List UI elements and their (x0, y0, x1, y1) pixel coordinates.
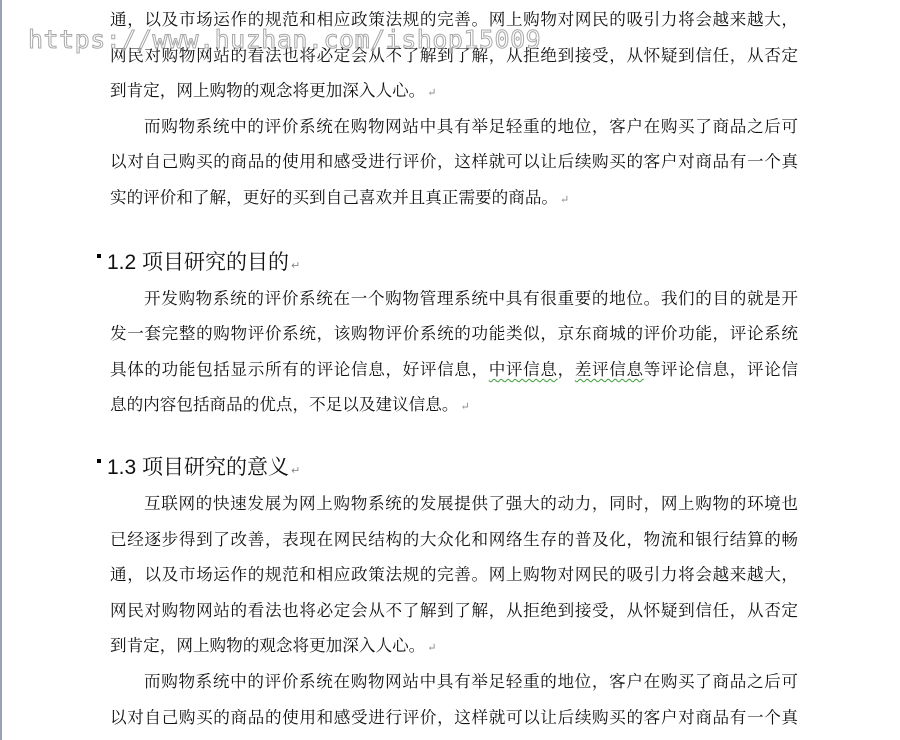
paragraph (110, 2, 798, 109)
text-line: 已经逐步得到了改善，表现在网民结构的大众化和网络生存的普及化，物流和银行结算的畅 (110, 529, 798, 549)
paragraph-mark-icon: ↵ (427, 641, 437, 655)
line-text: 到肯定，网上购物的观念将更加深入人心。 (110, 636, 426, 656)
section-heading-1-2 (107, 245, 798, 281)
paragraph-mark-icon: ↵ (291, 464, 301, 477)
text-line: 开发购物系统的评价系统在一个购物管理系统中具有很重要的地位。我们的目的就是开 (144, 288, 798, 308)
line-text: 等评论信息，评论信 (643, 359, 799, 379)
text-line (110, 387, 798, 423)
paragraph (110, 109, 798, 216)
paragraph (110, 486, 798, 664)
line-text: 息的内容包括商品的优点，不足以及建议信息。 (110, 395, 459, 415)
text-line (110, 628, 798, 664)
line-text: ， (557, 359, 575, 379)
paragraph (110, 664, 798, 735)
paragraph-mark-icon: ↵ (291, 259, 301, 272)
text-line: 发一套完整的购物评价系统，该购物评价系统的功能类似，京东商城的评价功能，评论系统 (110, 324, 798, 344)
heading-marker-icon (97, 254, 101, 258)
page-left-edge (0, 0, 2, 740)
heading-marker-icon (97, 459, 101, 463)
heading-text: 1.3 项目研究的意义 (107, 455, 290, 479)
paragraph-mark-icon: ↵ (560, 192, 570, 206)
heading-text: 1.2 项目研究的目的 (107, 250, 290, 274)
text-line: 而购物系统中的评价系统在购物网站中具有举足轻重的地位，客户在购买了商品之后可 (144, 671, 798, 691)
text-line: 网民对购物网站的看法也将必定会从不了解到了解，从拒绝到接受，从怀疑到信任，从否定 (110, 45, 798, 65)
line-text: 实的评价和了解，更好的买到自己喜欢并且真正需要的商品。 (110, 187, 559, 207)
paragraph-mark-icon: ↵ (460, 400, 470, 414)
text-line (110, 73, 798, 109)
text-line: 通，以及市场运作的规范和相应政策法规的完善。网上购物对网民的吸引力将会越来越大， (110, 565, 798, 585)
section-heading-1-3 (107, 450, 798, 486)
spellcheck-flagged-text[interactable]: 差评信息 (574, 359, 644, 379)
watermark-url: https://www.huzhan.com/ishop15009 (28, 25, 542, 54)
text-line: 以对自己购买的商品的使用和感受进行评价，这样就可以让后续购买的客户对商品有一个真 (110, 707, 798, 727)
text-line: 而购物系统中的评价系统在购物网站中具有举足轻重的地位，客户在购买了商品之后可 (144, 116, 798, 136)
text-line: 通，以及市场运作的规范和相应政策法规的完善。网上购物对网民的吸引力将会越来越大， (110, 10, 798, 29)
text-line (110, 352, 798, 388)
text-line: 互联网的快速发展为网上购物系统的发展提供了强大的动力，同时，网上购物的环境也 (144, 493, 798, 513)
text-line (110, 180, 798, 216)
paragraph-mark-icon: ↵ (427, 86, 437, 100)
line-text: 到肯定，网上购物的观念将更加深入人心。 (110, 81, 426, 101)
document-page (107, 2, 799, 735)
text-line: 以对自己购买的商品的使用和感受进行评价，这样就可以让后续购买的客户对商品有一个真 (110, 152, 798, 172)
spellcheck-flagged-text[interactable]: 中评信息 (488, 359, 558, 379)
text-line: 网民对购物网站的看法也将必定会从不了解到了解，从拒绝到接受，从怀疑到信任，从否定 (110, 600, 798, 620)
line-text: 具体的功能包括显示所有的评论信息，好评信息， (110, 359, 489, 379)
paragraph (110, 281, 798, 423)
